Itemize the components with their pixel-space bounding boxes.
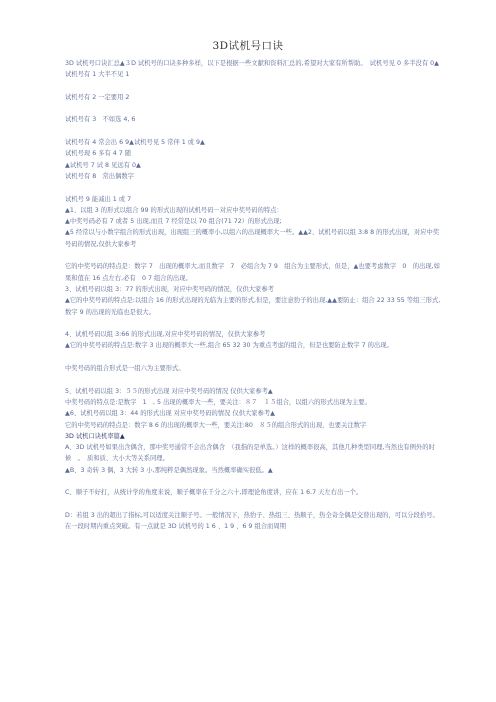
document-title: 3D试机号口诀 (212, 40, 284, 52)
paragraph: 3、试机号码以组 3：77 的形式出现，对应中奖号码的情况，仅供大家参考 (65, 285, 274, 293)
paragraph: C、顺子不好打，从统计学的角度来说，顺子概率在千分之六十,即理论角度讲，应在 1 6.7 天左右出一个。 (65, 489, 363, 497)
paragraph-gap (65, 81, 443, 92)
paragraph: 试机号有 2 一定要用 2 (65, 93, 130, 101)
paragraph: ▲5 经常以与小数字组合的形式出现，出现组三的概率小,以组六的出现概率大一些。▲▲2、试机号码以组 3:8 8 的形式出现，对应中奖号码的情况,仅供大家参考 (65, 229, 440, 248)
paragraph: 5、试机号码以组 3：５５的形式出现 对应中奖号码的情况 仅供大家参考▲ (65, 387, 273, 395)
paragraph: ▲1、以组 3 的形式以组合 99 的形式出现的试机号码－对应中奖号码的特点： (65, 206, 283, 214)
paragraph: 试机号现 6 多有 4 7 随 (65, 150, 132, 158)
paragraph: 试机号有 3 不如选 4, 6 (65, 116, 136, 124)
paragraph-gap (65, 126, 443, 137)
paragraph: 它的中奖号码的特点是：数字 8 6 的出现的概率大一些，要关注:80 ８５的组合形式的出现，也要关注数字 (65, 421, 367, 429)
paragraph: 试机号 9 能减出 1 或 7 (65, 195, 132, 203)
paragraph: ▲试机号 7 试 8 见远有 0▲ (65, 161, 141, 169)
paragraph-gap (65, 476, 443, 487)
paragraph: 3D 试机口诀机率篇▲ (65, 432, 125, 440)
paragraph-gap (65, 374, 443, 385)
paragraph: ▲它的中奖号码的特点是:数字 3 出现的概率大一些,组合 65 32 30 为重点考虑的组合，但是也要防止数字 7 的出现。 (65, 342, 393, 350)
paragraph: 中奖号码的组合形式是一组六为主要形式。 (65, 365, 185, 373)
paragraph: D：若组 3 出的超出了指标,可以适度关注顺子号。一般情况下，热豹子、热组三、热顺子，热全奇全偶是交替出现的，可以分段拾号。在一段时期内重点突破。有一点就是 3D 试机号的 1 6 、1 9 、6 9 组合而周期 (65, 511, 439, 531)
paragraph: 中奖号码的特点是:是数字 1 , 5 出现的概率大一些，要关注：８７ １５组合，以组六的形式出现为主要。 (65, 398, 371, 406)
paragraph-gap (65, 318, 443, 329)
document-body (65, 58, 443, 532)
paragraph-gap (65, 352, 443, 363)
paragraph: A、3D 试机号如果出含偶含，那中奖号通常不会出含偶含 （我指的是单选。）这样的概率很高，其他几种类型同理,当然也有例外的时候 。 质和质、大小大等关系同理。 (65, 444, 435, 463)
paragraph: 试机号有 4 常会出 6 9▲试机号见 5 常伴 1 或 9▲ (65, 139, 205, 147)
paragraph: 试机号有 8 常出偶数字 (65, 172, 134, 180)
paragraph-gap (65, 103, 443, 114)
paragraph: ▲6、试机号码以组 3：44 的形式出现 对应中奖号码的情况 仅供大家参考▲ (65, 410, 276, 418)
paragraph: ▲中奖号码必有 7 或者 5 出现,而且 7 经常是以 70 组合(71 72）的形式出现; (65, 218, 282, 226)
paragraph-gap (65, 250, 443, 261)
paragraph: 它的中奖号码的特点是：数字 7 出现的概率大,而且数字 7 必组合为 7 9 组合为主要形式，但是，▲也要考虑数字 0 的出现,如果和值在 16 点左右,必有 0 7 组合的出现。 (65, 263, 440, 282)
paragraph-gap (65, 182, 443, 193)
paragraph: 4、试机号码以组 3:66 的形式出现,对应中奖号码的情况，仅供大家参考 (65, 331, 266, 339)
paragraph: ▲它的中奖号码的特点是:以组合 16 的形式出现的光临为主要的形式,但是，要注意豹子的出现,▲▲要防止：组合 22 33 55 等组三形式,数字 9 的出现的光临也是很大。 (65, 297, 441, 316)
paragraph-gap (65, 499, 443, 510)
paragraph: ▲B、3 奇转 3 偶，3 大转 3 小,那纯粹是偶然现象。当然概率确实很低。▲ (65, 466, 273, 474)
paragraph: 3D 试机号口诀汇总▲３D 试机号的口诀多种多样，以下是根据一些文献和资料汇总的,希望对大家有所帮助。 试机号见 0 多半没有 0▲试机号有 1 大半不见 1 (65, 60, 439, 79)
